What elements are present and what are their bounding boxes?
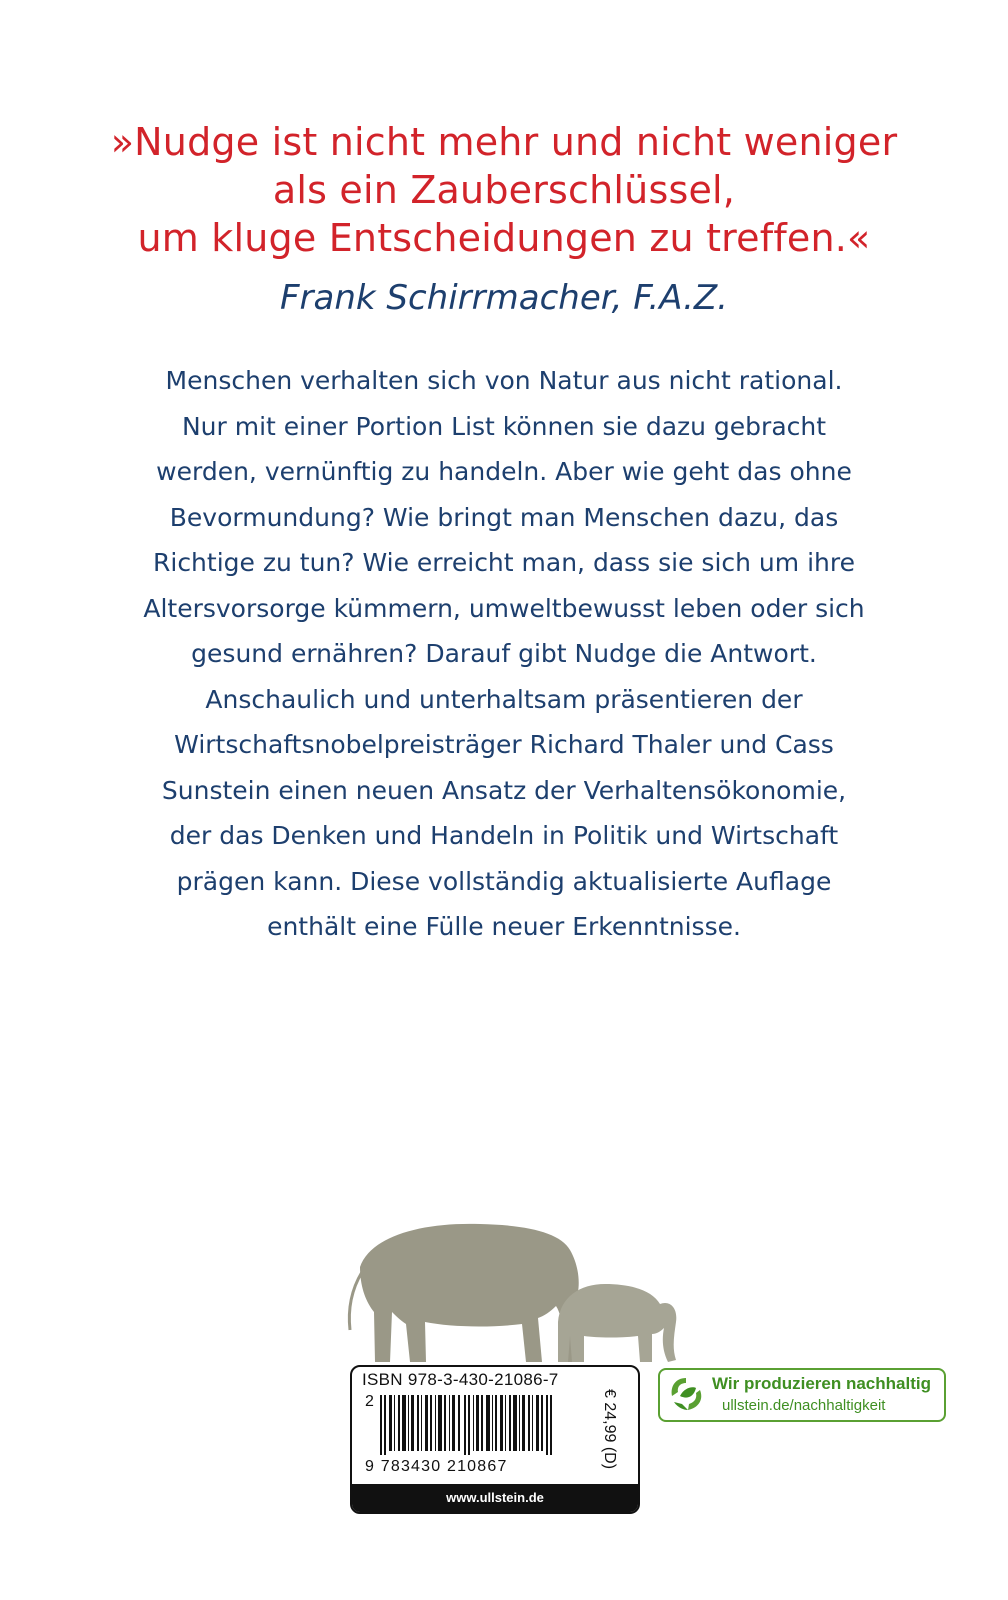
blurb-line: enthält eine Fülle neuer Erkenntnisse. — [267, 912, 741, 941]
quote — [0, 118, 1008, 262]
price-label: € 24,99 (D) — [601, 1389, 618, 1470]
blurb-line: Nur mit einer Portion List können sie dazu gebracht — [181, 411, 827, 441]
barcode-digits: 9 783430 210867 — [365, 1458, 508, 1475]
sustainability-title: Wir produzieren nachhaltig — [712, 1374, 931, 1393]
sustainability-url: ullstein.de/nachhaltigkeit — [722, 1397, 886, 1414]
large-elephant-tail — [349, 1272, 362, 1330]
blurb-line: Anschaulich und unterhaltsam präsentieren der — [205, 684, 803, 714]
blurb-line: Altersvorsorge kümmern, umweltbewusst leben oder sich — [143, 593, 865, 623]
blurb-line: Richtige zu tun? Wie erreicht man, dass sie sich um ihre — [153, 548, 855, 577]
blurb-line: Menschen verhalten sich von Natur aus nicht rational. — [165, 366, 843, 395]
quote-author: Frank Schirrmacher, F.A.Z. — [279, 278, 728, 318]
small-elephant — [558, 1284, 676, 1362]
quote-line-2: als ein Zauberschlüssel, — [272, 168, 736, 212]
large-elephant — [360, 1224, 582, 1362]
quote-line-1: »Nudge ist nicht mehr und nicht weniger — [110, 120, 898, 164]
blurb-line: Wirtschaftsnobelpreisträger Richard Thaler und Cass — [174, 730, 834, 759]
blurb-line: Bevormundung? Wie bringt man Menschen dazu, das — [169, 502, 839, 532]
blurb-line: Sunstein einen neuen Ansatz der Verhaltensökonomie, — [161, 775, 847, 805]
blurb-line: gesund ernähren? Darauf gibt Nudge die Antwort. — [191, 639, 817, 668]
elephants-illustration — [330, 1212, 690, 1372]
recycle-leaf-icon — [666, 1374, 706, 1414]
blurb-line: prägen kann. Diese vollständig aktualisierte Auflage — [176, 866, 832, 896]
blurb-line: der das Denken und Handeln in Politik und Wirtschaft — [169, 821, 839, 850]
blurb — [0, 358, 1008, 950]
barcode-label — [350, 1365, 640, 1514]
publisher-website: www.ullstein.de — [352, 1484, 638, 1512]
barcode-lead-digit: 2 — [365, 1393, 374, 1410]
sustainability-badge — [658, 1368, 946, 1422]
isbn-number: ISBN 978-3-430-21086-7 — [362, 1370, 559, 1389]
barcode-bars — [380, 1395, 580, 1455]
quote-line-3: um kluge Entscheidungen zu treffen.« — [137, 216, 871, 260]
blurb-line: werden, vernünftig zu handeln. Aber wie geht das ohne — [156, 457, 852, 486]
